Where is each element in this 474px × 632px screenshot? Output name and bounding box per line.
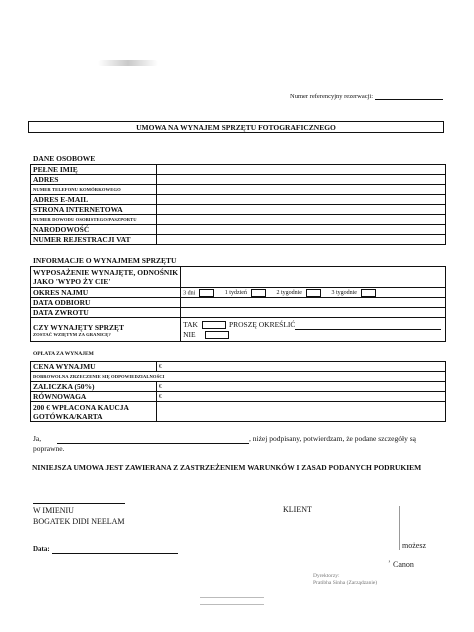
table-row [31,308,446,318]
payment-table [30,361,446,422]
rental-price-label: CENA WYNAJMU [31,362,157,372]
pickup-date-field[interactable] [181,298,446,308]
table-row [31,165,446,175]
checkbox-2-weeks[interactable] [306,289,321,297]
faint-header-mark [98,60,158,66]
mobile-field[interactable] [156,185,445,195]
stamp-word-mozesz: możesz [402,541,426,550]
confirmation-name-line[interactable] [57,435,249,444]
abroad-yes-label: TAK [183,319,198,329]
balance-label: RÓWNOWAGA [31,392,157,402]
personal-data-heading: DANE OSOBOWE [33,154,96,163]
stamp-vertical-line [399,506,400,550]
table-row [31,235,446,245]
table-row [31,185,446,195]
deposit-field[interactable]: € [156,382,445,392]
period-option-1-week: 1 tydzień [224,289,247,296]
checkbox-3-weeks[interactable] [361,289,376,297]
personal-data-table [30,164,446,245]
reference-number-field[interactable] [290,92,443,100]
payment-heading: OPŁATA ZA WYNAJEM [33,351,94,357]
directors-label: Dyrektorzy: [313,573,340,579]
directors-name: Pratibha Sinha (Zarządzanie) [313,580,378,586]
abroad-label-line2: ZOSTAĆ WZIĘTYM ZA GRANICĘ? [33,331,111,337]
period-option-2-weeks: 2 tygodnie [276,289,302,296]
abroad-no-label: NIE [183,329,196,339]
vat-number-field[interactable] [156,235,445,245]
footer-line-1 [200,597,264,598]
deposit-label: ZALICZKA (50%) [31,382,157,392]
client-label: KLIENT [283,505,312,514]
address-field[interactable] [156,175,445,185]
vat-number-label: NUMER REJESTRACJI VAT [31,235,157,245]
address-label: ADRES [31,175,157,185]
checkbox-1-week[interactable] [251,289,266,297]
security-deposit-label-line2: GOTÓWKA/KARTA [33,411,103,421]
id-passport-field[interactable] [156,215,445,225]
checkbox-3-days[interactable] [199,289,214,297]
confirmation-line2: poprawne. [33,444,65,453]
reference-number-label: Numer referencyjny rezerwacji: [290,93,374,100]
full-name-label: PEŁNE IMIĘ [31,165,157,175]
table-row [31,225,446,235]
equipment-label [31,267,181,288]
abroad-specify-line[interactable] [295,321,441,330]
nationality-field[interactable] [156,225,445,235]
website-label: STRONA INTERNETOWA [31,205,157,215]
date-line[interactable] [52,553,178,554]
table-row [31,392,446,402]
equipment-label-line1: WYPOSAŻENIE WYNAJĘTE, ODNOŚNIK [33,268,179,277]
date-label: Data: [33,545,50,553]
abroad-no-checkbox[interactable] [205,331,229,339]
table-row [31,402,446,422]
balance-field[interactable]: € [156,392,445,402]
id-passport-label: NUMER DOWODU OSOBISTEGO/PASZPORTU [31,215,157,225]
table-row [31,372,446,382]
owner-name: BOGATEK DIDI NEELAM [33,517,125,526]
return-date-label: DATA ZWROTU [31,308,181,318]
table-row [31,215,446,225]
terms-notice: NINIEJSZA UMOWA JEST ZAWIERANA Z ZASTRZEŻENIEM WARUNKÓW I ZASAD PODANYCH PODRUKIEM [32,463,422,472]
return-date-field[interactable] [181,308,446,318]
table-row [31,362,446,372]
liability-waiver-label: DOBROWOLNA ZRZECZENIE SIĘ ODPOWIEDZIALNOŚCI [31,372,446,382]
equipment-label-line2: JAKO 'WYPO ŻY CIE' [33,277,111,286]
confirmation-prefix: Ja, [33,434,42,443]
website-field[interactable] [156,205,445,215]
period-option-3-days: 3 dni [183,289,196,296]
equipment-field[interactable] [181,267,446,288]
stamp-mark-icon: ’ [388,559,391,568]
abroad-label-line1: CZY WYNAJĘTY SPRZĘT [33,322,124,332]
reference-number-line[interactable] [375,92,443,100]
table-row [31,382,446,392]
table-row [31,298,446,308]
abroad-label [31,318,181,342]
rental-info-heading: INFORMACJE O WYNAJMEM SPRZĘTU [33,256,177,265]
period-option-3-weeks: 3 tygodnie [331,289,357,296]
table-row [31,318,446,342]
table-row [31,288,446,298]
full-name-field[interactable] [156,165,445,175]
stamp-word-canon: Canon [393,560,414,569]
on-behalf-label: W IMIENIU [33,506,74,515]
email-label: ADRES E-MAIL [31,195,157,205]
table-row [31,267,446,288]
email-field[interactable] [156,195,445,205]
confirmation-statement [33,434,433,454]
rental-period-label: OKRES NAJMU [31,288,181,298]
table-row [31,175,446,185]
nationality-label: NARODOWOŚĆ [31,225,157,235]
pickup-date-label: DATA ODBIORU [31,298,181,308]
rental-info-table [30,266,446,342]
abroad-yes-checkbox[interactable] [202,321,226,329]
abroad-specify-label: PROSZĘ OKREŚLIĆ [228,319,296,329]
rental-price-field[interactable]: € [156,362,445,372]
abroad-options [181,318,446,342]
mobile-label: NUMER TELEFONU KOMÓRKOWEGO [31,185,157,195]
table-row [31,205,446,215]
security-deposit-label [31,402,157,422]
confirmation-suffix: , niżej podpisany, potwierdzam, że podane szczegóły są [249,434,416,443]
security-deposit-field[interactable] [156,402,445,422]
table-row [31,195,446,205]
document-title: UMOWA NA WYNAJEM SPRZĘTU FOTOGRAFICZNEGO [28,121,444,133]
security-deposit-label-line1: 200 € WPŁACONA KAUCJA [33,402,129,412]
footer-line-2 [200,604,264,605]
signature-line-owner[interactable] [33,503,125,504]
rental-period-options [181,288,446,298]
